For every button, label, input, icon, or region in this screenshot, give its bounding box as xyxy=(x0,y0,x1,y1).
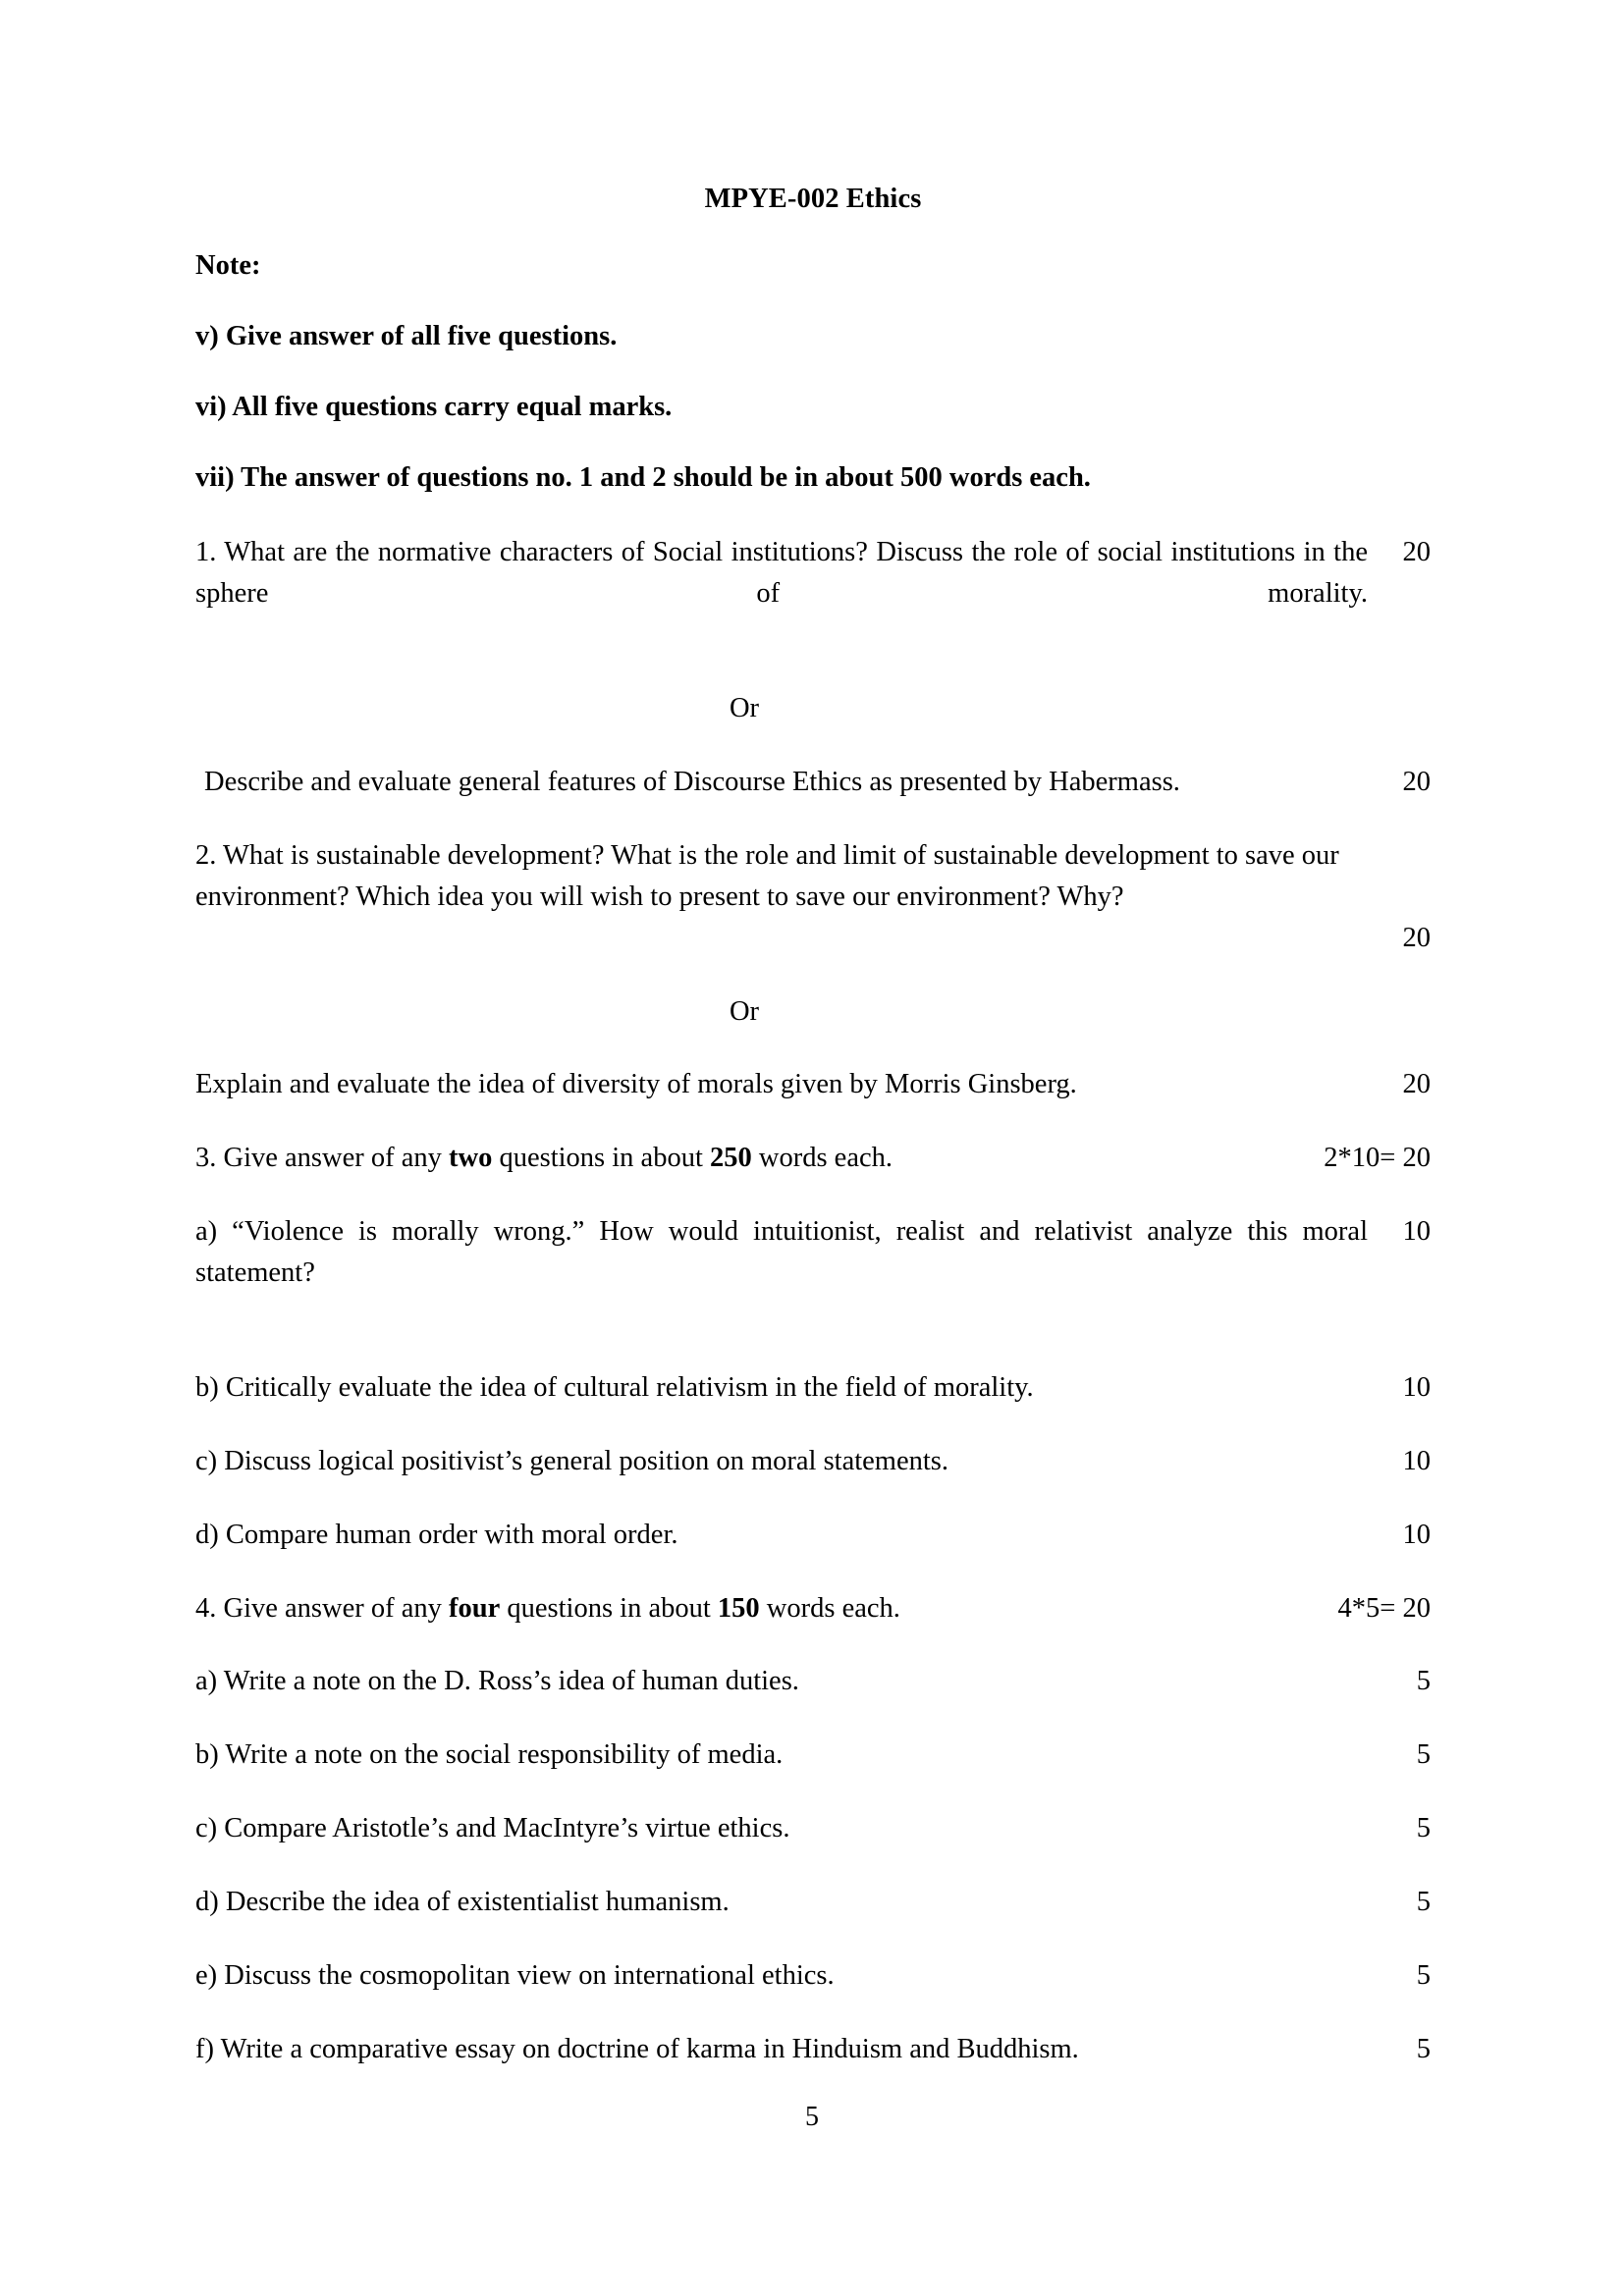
question-3-item-b-text: b) Critically evaluate the idea of cultural relativism in the field of morality. xyxy=(195,1371,1034,1403)
question-3-item-c-text: c) Discuss logical positivist’s general position on moral statements. xyxy=(195,1445,949,1476)
question-4-item-a xyxy=(195,1661,1431,1702)
question-3-item-a-text xyxy=(195,1211,1385,1335)
question-3-item-c-marks: 10 xyxy=(1402,1445,1431,1476)
question-3-item-b xyxy=(195,1367,1431,1409)
q4-bold-words: 150 xyxy=(717,1592,760,1624)
question-3-item-a xyxy=(195,1211,1431,1335)
question-4-item-a-text: a) Write a note on the D. Ross’s idea of human duties. xyxy=(195,1666,799,1697)
or-separator-2: Or xyxy=(729,995,760,1027)
question-3-instruction-text xyxy=(195,1138,1324,1179)
question-4-instruction xyxy=(195,1588,1431,1629)
question-3-item-a-marks: 10 xyxy=(1402,1216,1431,1248)
question-3-item-c xyxy=(195,1441,1431,1482)
q4-middle: questions in about xyxy=(500,1592,718,1624)
q4-prefix: 4. Give answer of any xyxy=(195,1592,450,1624)
page-content xyxy=(195,183,1431,2103)
q3-suffix: words each. xyxy=(751,1143,893,1174)
question-1-alternative xyxy=(195,762,1431,803)
note-instruction-v: v) Give answer of all five questions. xyxy=(195,320,618,351)
question-2-alternative-marks: 20 xyxy=(1402,1069,1431,1100)
question-4-item-f-marks: 5 xyxy=(1416,2033,1431,2064)
q3-middle: questions in about xyxy=(492,1143,710,1174)
question-2 xyxy=(195,835,1431,918)
question-3-item-b-marks: 10 xyxy=(1402,1371,1431,1403)
question-4-item-e-text: e) Discuss the cosmopolitan view on international ethics. xyxy=(195,1959,835,1991)
question-4-item-f-text: f) Write a comparative essay on doctrine of karma in Hinduism and Buddhism. xyxy=(195,2033,1079,2064)
question-3-instruction xyxy=(195,1138,1431,1179)
note-instruction-vii: vii) The answer of questions no. 1 and 2 should be in about 500 words each. xyxy=(195,462,1091,494)
page-number: 5 xyxy=(805,2102,819,2132)
q3-prefix: 3. Give answer of any xyxy=(195,1143,450,1174)
question-1-body: 1. What are the normative characters of Social institutions? Discuss the role of social institutions in the sphere of morality. xyxy=(195,537,1368,610)
question-2-marks: 20 xyxy=(1402,922,1431,953)
page-title: MPYE-002 Ethics xyxy=(704,184,922,214)
question-1-text xyxy=(195,532,1385,656)
question-4-instruction-text xyxy=(195,1588,1338,1629)
question-3-item-d-marks: 10 xyxy=(1402,1519,1431,1550)
question-4-item-e xyxy=(195,1955,1431,1997)
question-4-item-c-text: c) Compare Aristotle’s and MacIntyre’s virtue ethics. xyxy=(195,1813,790,1844)
question-1-alternative-marks: 20 xyxy=(1402,766,1431,797)
question-4-item-e-marks: 5 xyxy=(1416,1959,1431,1991)
question-1 xyxy=(195,532,1431,656)
question-4-instruction-marks: 4*5= 20 xyxy=(1337,1592,1431,1624)
question-4-item-d-marks: 5 xyxy=(1416,1887,1431,1918)
question-4-item-f xyxy=(195,2029,1431,2070)
question-3-item-a-body: a) “Violence is morally wrong.” How would intuitionist, realist and relativist analyze this moral statement? xyxy=(195,1216,1368,1289)
q4-bold-count: four xyxy=(449,1592,501,1624)
or-separator-1: Or xyxy=(729,693,760,724)
note-heading: Note: xyxy=(195,249,261,281)
question-1-marks: 20 xyxy=(1402,537,1431,568)
question-4-item-c-marks: 5 xyxy=(1416,1813,1431,1844)
question-4-item-a-marks: 5 xyxy=(1416,1666,1431,1697)
question-2-alternative xyxy=(195,1064,1431,1105)
question-4-item-d-text: d) Describe the idea of existentialist humanism. xyxy=(195,1887,730,1918)
question-3-item-d xyxy=(195,1515,1431,1556)
q3-bold-count: two xyxy=(449,1143,493,1174)
question-3-instruction-marks: 2*10= 20 xyxy=(1324,1143,1431,1174)
q4-suffix: words each. xyxy=(759,1592,900,1624)
question-4-item-b-marks: 5 xyxy=(1416,1739,1431,1771)
question-4-item-c xyxy=(195,1808,1431,1849)
question-1-alternative-text: Describe and evaluate general features of Discourse Ethics as presented by Habermass. xyxy=(204,766,1180,797)
note-instruction-vi: vi) All five questions carry equal marks. xyxy=(195,392,673,422)
question-3-item-d-text: d) Compare human order with moral order. xyxy=(195,1519,678,1550)
question-4-item-b xyxy=(195,1735,1431,1776)
q3-bold-words: 250 xyxy=(710,1143,752,1174)
question-4-item-d xyxy=(195,1882,1431,1923)
question-2-text: 2. What is sustainable development? What is the role and limit of sustainable development to save our environment? Which idea you will wish to present to save our environment? Why? xyxy=(195,839,1339,912)
question-2-alternative-text: Explain and evaluate the idea of diversity of morals given by Morris Ginsberg. xyxy=(195,1069,1077,1100)
question-4-item-b-text: b) Write a note on the social responsibility of media. xyxy=(195,1739,784,1771)
